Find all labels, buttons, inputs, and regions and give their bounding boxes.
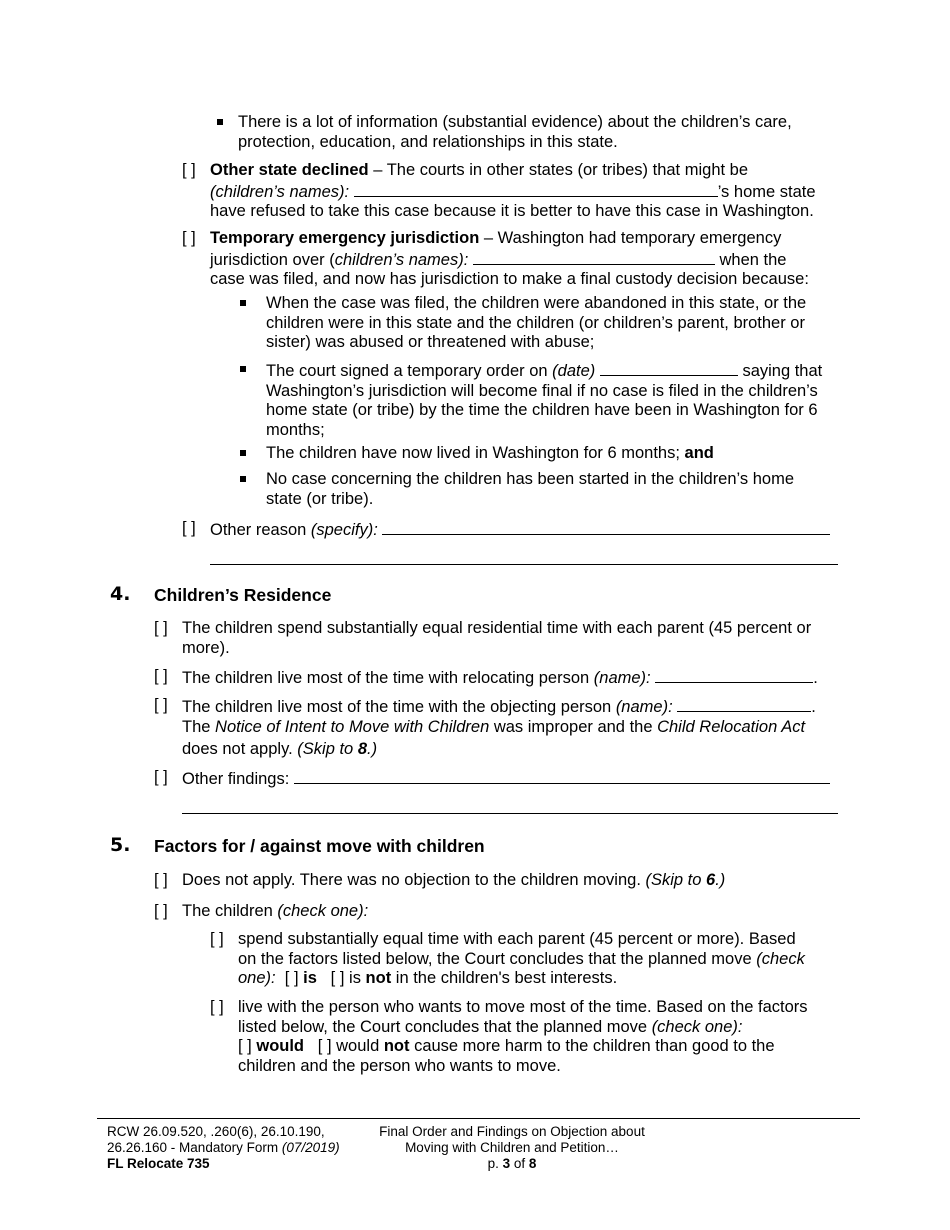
bullet-text: No case concerning the children has been started in the children’s home state (or tribe). [266,470,795,508]
bullet-text: The children have now lived in Washington for 6 months; and [266,444,714,462]
objecting-name-field[interactable] [677,696,811,712]
checkbox-would[interactable]: [ ] [238,1037,252,1055]
children-names-field[interactable] [354,181,718,197]
checkbox-is[interactable]: [ ] [284,969,299,987]
other-state-title: Other state declined [210,161,369,179]
relocating-name-field[interactable] [655,667,813,683]
checkbox-objecting-person[interactable]: [ ] [154,696,168,714]
sub-option-live-with-mover: live with the person who wants to move most of the time. Based on the factors listed below, the Court concludes that the planned move (check one): [ ] would [ ] would not cause more harm to the children than good to the children and the person who wants to move. [238,998,808,1075]
section-4-title: Children’s Residence [154,585,332,605]
option-the-children: The children (check one): [182,902,369,920]
checkbox-other-findings[interactable]: [ ] [154,768,168,786]
checkbox-other-state[interactable]: [ ] [182,161,196,179]
other-state-declined: Other state declined – The courts in other states (or tribes) that might be (children’s names): ’s home state have refused to take this case because it is better to have this case in Washington. [210,161,816,220]
section-5-number: 5. [110,834,131,856]
date-field[interactable] [600,360,738,376]
bullet-text: When the case was filed, the children were abandoned in this state, or the children were in this state and the children (or children’s parent, brother or sister) was abused or threatened with abuse; [266,294,807,351]
checkbox-temp-emergency[interactable]: [ ] [182,229,196,247]
temp-emergency-title: Temporary emergency jurisdiction [210,229,480,247]
option-relocating-person: The children live most of the time with relocating person (name): . [182,669,818,687]
section-5-title: Factors for / against move with children [154,836,485,856]
other-findings-line-2[interactable] [182,813,838,814]
checkbox-other-reason[interactable]: [ ] [182,519,196,537]
bullet-marker [240,476,246,482]
checkbox-live-with-mover[interactable]: [ ] [210,998,224,1016]
checkbox-the-children[interactable]: [ ] [154,902,168,920]
bullet-text: There is a lot of information (substantial evidence) about the children’s care, protection, education, and relationships in this state. [238,113,792,151]
footer-left: RCW 26.09.520, .260(6), 26.10.190, 26.26.160 - Mandatory Form (07/2019) FL Relocate 735 [107,1124,340,1171]
footer-center: Final Order and Findings on Objection about Moving with Children and Petition… p. 3 of 8 [379,1124,645,1171]
checkbox-would-not[interactable]: [ ] [317,1037,332,1055]
bullet-marker [240,366,246,372]
bullet-marker [240,450,246,456]
option-equal-time: The children spend substantially equal residential time with each parent (45 percent or more). [182,619,812,657]
checkbox-is-not[interactable]: [ ] [330,969,345,987]
other-reason-line-2[interactable] [210,564,838,565]
checkbox-equal-time-sub[interactable]: [ ] [210,930,224,948]
children-names-field-2[interactable] [473,249,715,265]
other-reason-field[interactable] [382,519,830,535]
bullet-text: The court signed a temporary order on (date) saying that Washington’s jurisdiction will become final if no case is filed in the children’s home state (or tribe) by the time the children have been in Washington for 6 months; [266,362,823,439]
bullet-marker [217,119,223,125]
option-objecting-person: The children live most of the time with the objecting person (name): . The Notice of Intent to Move with Children was improper and the Child Relocation Act does not apply. (Skip to 8.) [182,698,816,758]
checkbox-equal-time[interactable]: [ ] [154,619,168,637]
checkbox-does-not-apply[interactable]: [ ] [154,871,168,889]
temp-emergency: Temporary emergency jurisdiction – Washington had temporary emergency jurisdiction over (children’s names): when the case was filed, and now has jurisdiction to make a final custody decision because: [210,229,809,288]
bullet-marker [240,300,246,306]
option-does-not-apply: Does not apply. There was no objection to the children moving. (Skip to 6.) [182,871,726,889]
other-reason: Other reason (specify): [210,519,830,541]
other-findings-field[interactable] [294,768,830,784]
checkbox-relocating-person[interactable]: [ ] [154,667,168,685]
sub-option-equal-time: spend substantially equal time with each parent (45 percent or more). Based on the factors listed below, the Court concludes that the planned move (check one): [ ] is [ ] is not in the children's best interests. [238,930,805,987]
option-other-findings: Other findings: [182,768,830,790]
footer-divider [97,1118,860,1119]
section-4-number: 4. [110,583,131,605]
